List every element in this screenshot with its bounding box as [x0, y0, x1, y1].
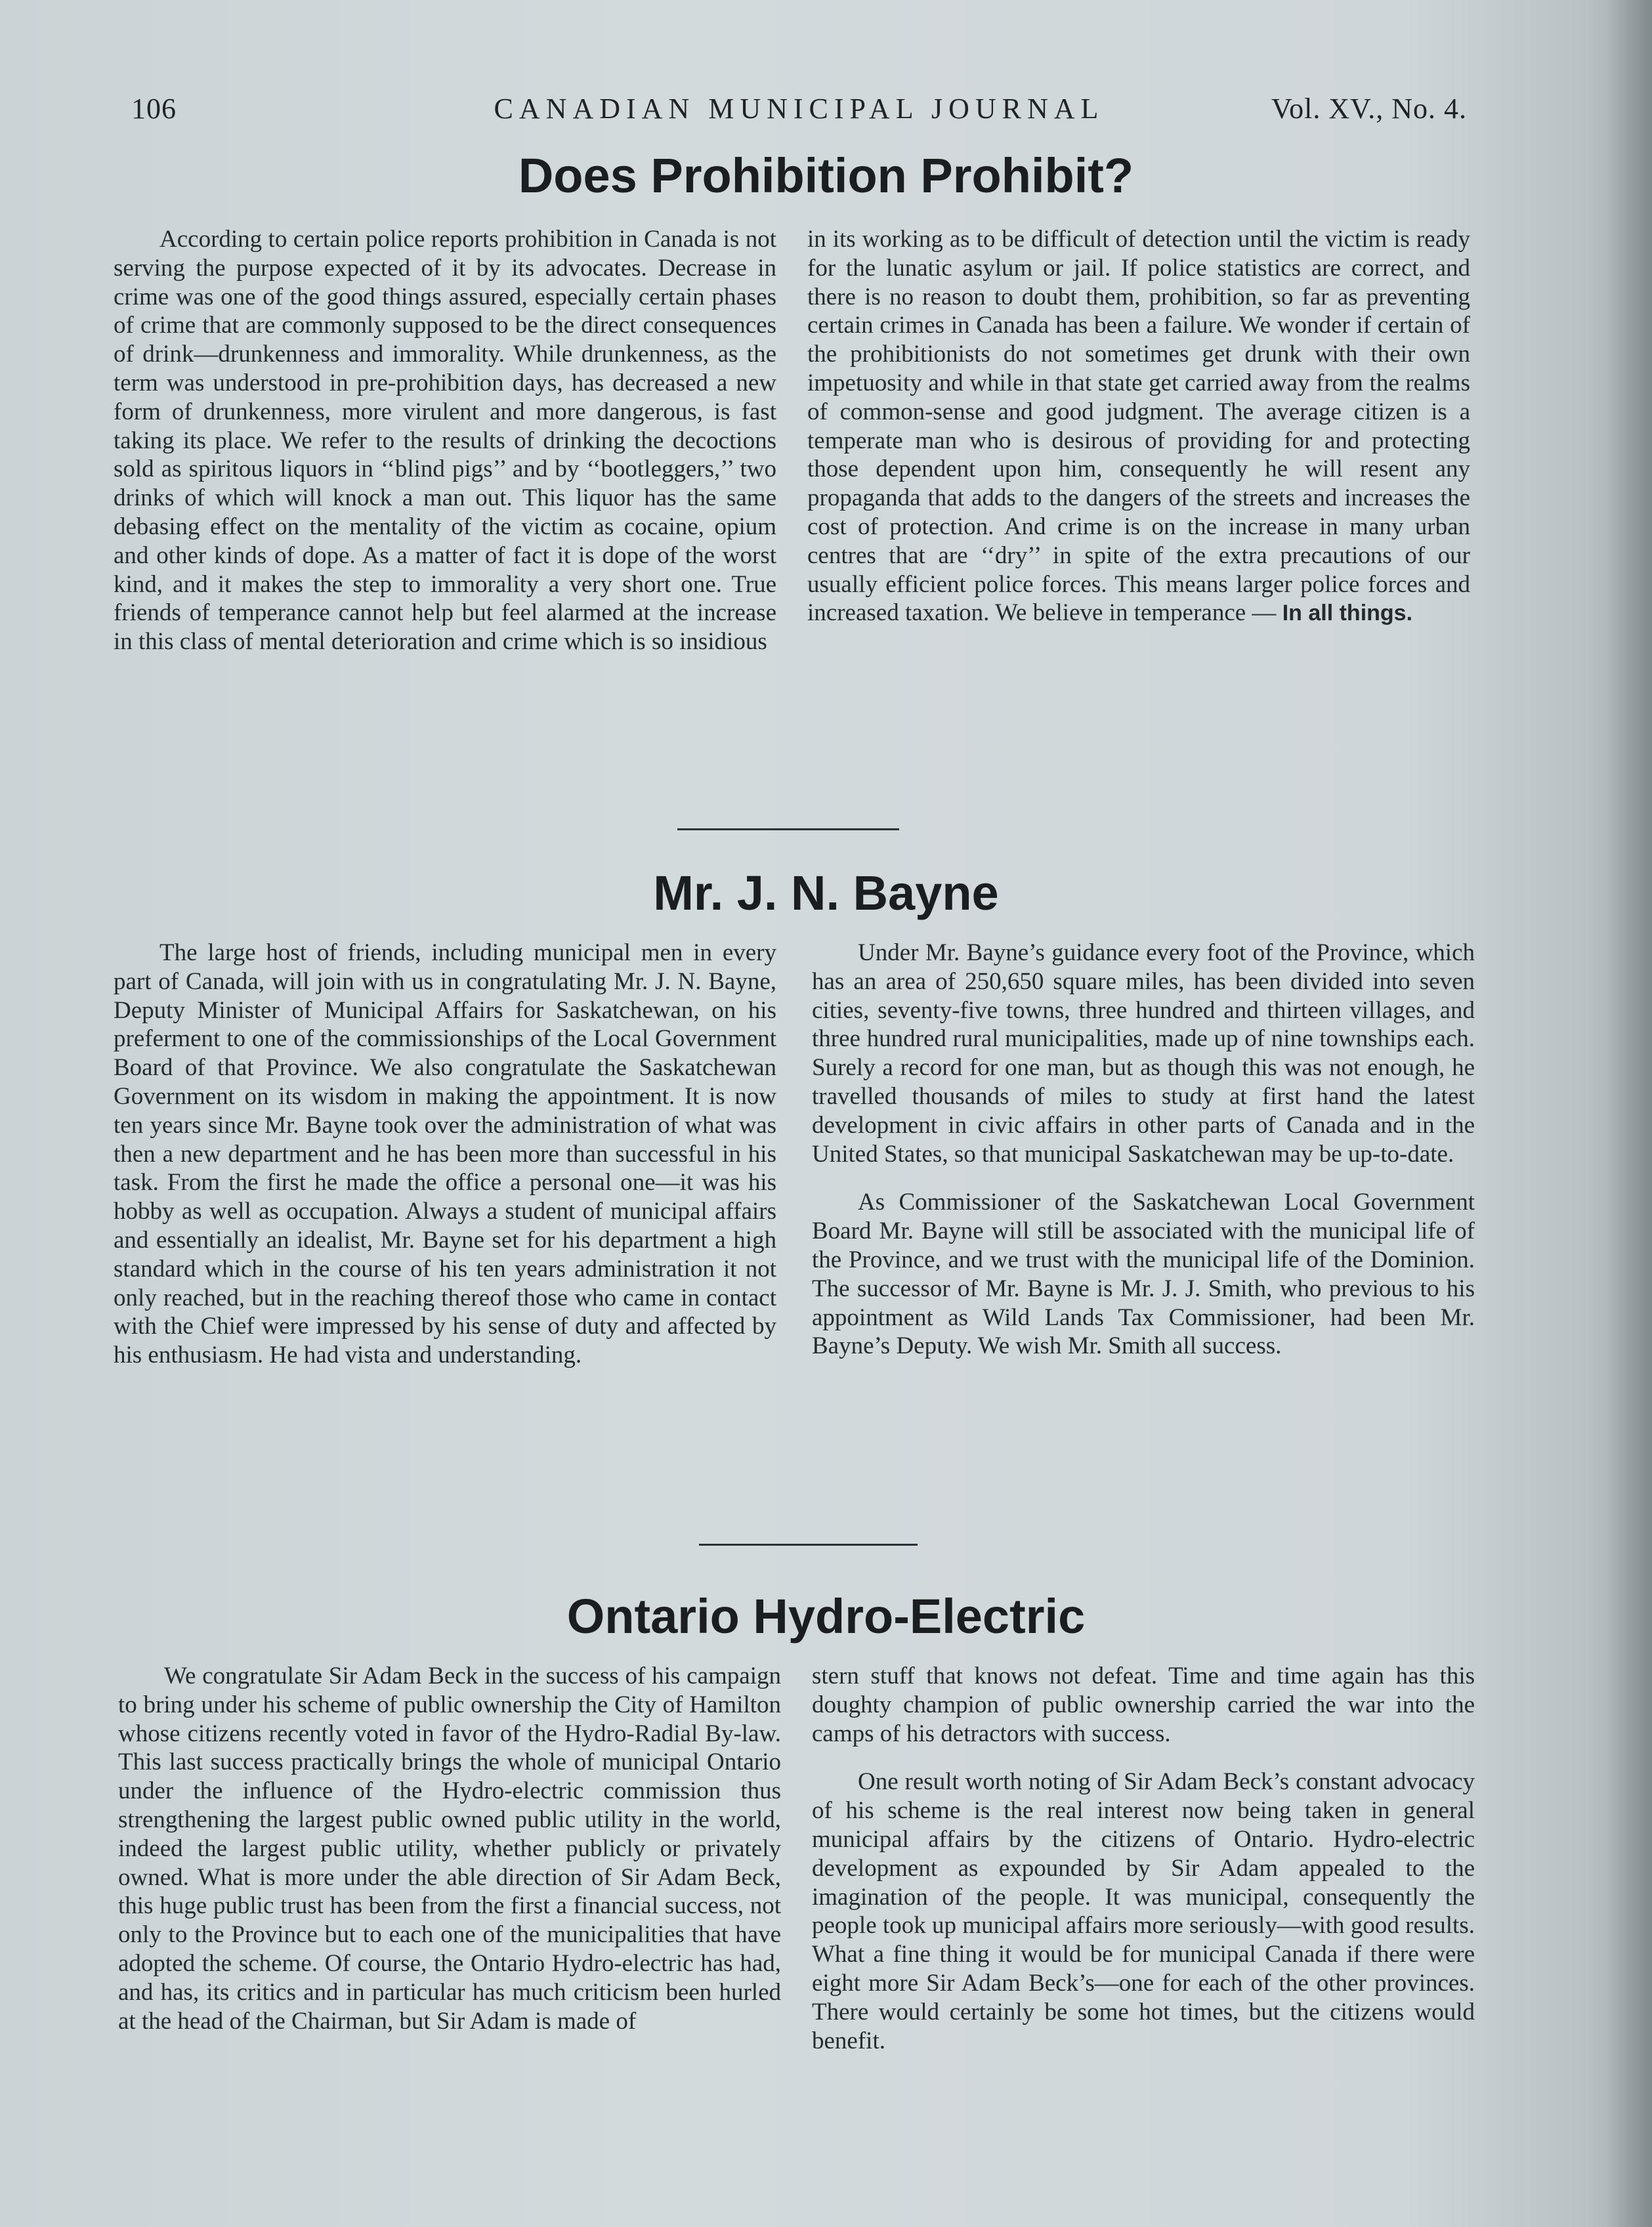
article-prohibition-left-column: [114, 225, 776, 656]
paragraph: [807, 225, 1470, 628]
journal-title: CANADIAN MUNICIPAL JOURNAL: [494, 93, 1105, 125]
volume-info: Vol. XV., No. 4.: [1271, 93, 1467, 125]
page-number: 106: [131, 93, 177, 125]
running-header: [131, 92, 1467, 144]
section-divider: [699, 1544, 918, 1546]
paragraph: One result worth noting of Sir Adam Beck’s constant advocacy of his scheme is the real interest now being taken in general municipal affairs by the citizens of Ontario. Hydro-electric development as expounded by Sir Adam appealed to the imagination of the people. It was municipal, consequently the people took up municipal affairs more seriously—with good results. What a fine thing it would be for municipal Canada if there were eight more Sir Adam Beck’s—one for each of the other provinces. There would certainly be some hot times, but the citizens would benefit.: [812, 1768, 1475, 2054]
paragraph: stern stuff that knows not defeat. Time and time again has this doughty champion of public ownership carried the war into the camps of his detractors with success.: [812, 1663, 1475, 1747]
closing-phrase: In all things.: [1282, 601, 1413, 626]
page-edge-shadow: [1606, 0, 1652, 2227]
paragraph: Under Mr. Bayne’s guidance every foot of the Province, which has an area of 250,650 square miles, has been divided into seven cities, seventy-five towns, three hundred and thirteen villages, and three hundred rural municipalities, made up of nine townships each. Surely a record for one man, but as though this was not enough, he travelled thousands of miles to study at first hand the latest development in civic affairs in other parts of Canada and in the United States, so that municipal Saskatchewan may be up-to-date.: [812, 939, 1475, 1168]
article-title-hydro: Ontario Hydro-Electric: [566, 1589, 1086, 1644]
article-title-prohibition: Does Prohibition Prohibit?: [518, 148, 1134, 203]
section-divider: [677, 828, 899, 830]
paragraph: The large host of friends, including municipal men in every part of Canada, will join with us in congratulating Mr. J. N. Bayne, Deputy Minister of Municipal Affairs for Saskatchewan, on his preferment to one of the commissionships of the Local Government Board of that Province. We also congratulate the Saskatchewan Government on its wisdom in making the appointment. It is now ten years since Mr. Bayne took over the administration of what was then a new department and he has been more than successful in his task. From the first he made the office a personal one—it was his hobby as well as occupation. Always a student of municipal affairs and essentially an idealist, Mr. Bayne set for his department a high standard which in the course of his ten years administration it not only reached, but in the reaching thereof those who came in contact with the Chief were impressed by his sense of duty and affected by his enthusiasm. He had vista and understanding.: [114, 939, 776, 1369]
article-hydro-right-column: [812, 1662, 1475, 2055]
paragraph: We congratulate Sir Adam Beck in the success of his campaign to bring under his scheme of public ownership the City of Hamilton whose citizens recently voted in favor of the Hydro-Radial By-law. This last success practically brings the whole of municipal Ontario under the influence of the Hydro-electric commission thus strengthening the largest public owned public utility in the world, indeed the largest public utility, whether publicly or privately owned. What is more under the able direction of Sir Adam Beck, this huge public trust has been from the first a financial success, not only to the Province but to each one of the municipalities that have adopted the scheme. Of course, the Ontario Hydro-electric has had, and has, its critics and in particular has much criticism been hurled at the head of the Chairman, but Sir Adam is made of: [118, 1663, 781, 2035]
paragraph-text: in its working as to be difficult of detection until the victim is ready for the lunatic asylum or jail. If police statistics are correct, and there is no reason to doubt them, prohibition, so far as preventing certain crimes in Canada has been a failure. We wonder if certain of the prohibitionists do not sometimes get drunk with their own impetuosity and while in that state get carried away from the realms of common-sense and good judgment. The average citizen is a temperate man who is desirous of providing for and protecting those dependent upon him, consequently he will resent any propaganda that adds to the dangers of the streets and increases the cost of protection. And crime is on the increase in many urban centres that are ‘‘dry’’ in spite of the extra precautions of our usually efficient police forces. This means larger police forces and increased taxation. We believe in temperance —: [807, 226, 1470, 627]
article-hydro-left-column: [118, 1662, 781, 2035]
paragraph: As Commissioner of the Saskatchewan Local Government Board Mr. Bayne will still be associated with the municipal life of the Province, and we trust with the municipal life of the Dominion. The successor of Mr. Bayne is Mr. J. J. Smith, who previous to his appointment as Wild Lands Tax Commissioner, had been Mr. Bayne’s Deputy. We wish Mr. Smith all success.: [812, 1189, 1475, 1360]
paragraph: According to certain police reports prohibition in Canada is not serving the purpose expected of it by its advocates. Decrease in crime was one of the good things assured, especially certain phases of crime that are commonly supposed to be the direct consequences of drink—drunkenness and immorality. While drunkenness, as the term was understood in pre-prohibition days, has decreased a new form of drunkenness, more virulent and more dangerous, is fast taking its place. We refer to the results of drinking the decoctions sold as spiritous liquors in ‘‘blind pigs’’ and by ‘‘bootleggers,’’ two drinks of which will knock a man out. This liquor has the same debasing effect on the mentality of the victim as cocaine, opium and other kinds of dope. As a matter of fact it is dope of the worst kind, and it makes the step to immorality a very short one. True friends of temperance cannot help but feel alarmed at the increase in this class of mental deterioration and crime which is so insidious: [114, 226, 776, 656]
article-bayne-right-column: [812, 939, 1475, 1361]
article-bayne-left-column: [114, 939, 776, 1370]
article-title-bayne: Mr. J. N. Bayne: [653, 866, 999, 920]
article-prohibition-right-column: [807, 225, 1470, 628]
